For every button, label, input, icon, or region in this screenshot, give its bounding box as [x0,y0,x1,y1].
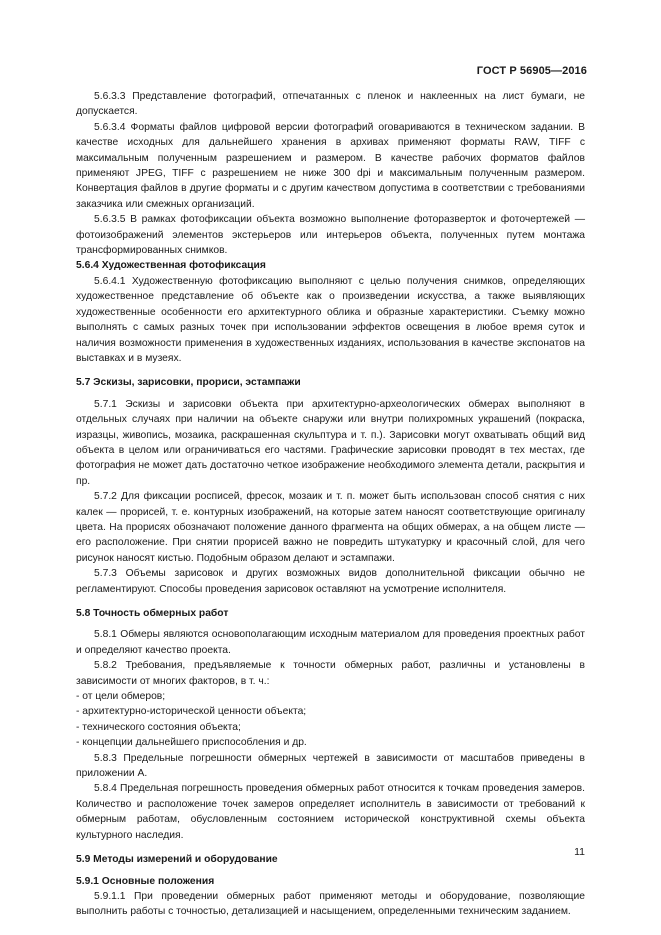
document-standard-id: ГОСТ Р 56905—2016 [476,65,587,77]
list-item: - концепции дальнейшего приспособления и др. [76,737,307,749]
paragraph-5-9-1-1: 5.9.1.1 При проведении обмерных работ применяют методы и оборудование, позволяющие выполнить работы с точностью, детализацией и насыщением, определенными техническим заданием. [76,890,585,918]
heading-5-8: 5.8 Точность обмерных работ [76,608,229,619]
list-item: - от цели обмеров; [76,691,166,703]
paragraph-5-8-3: 5.8.3 Предельные погрешности обмерных чертежей в зависимости от масштабов приведены в приложении А. [76,752,585,780]
heading-5-7: 5.7 Эскизы, зарисовки, прориси, эстампажи [76,377,301,389]
heading-5-9-1: 5.9.1 Основные положения [76,875,215,887]
heading-5-6-4: 5.6.4 Художественная фотофиксация [76,260,266,272]
factors-list [76,689,585,751]
page-number: 11 [574,846,585,858]
paragraph-5-8-4: 5.8.4 Предельная погрешность проведения обмерных работ относится к точкам проведения замеров. Количество и расположение точек замеров определяет исполнитель в зависимости от требований к обмерным работам, обусловленным состоянием исторической конструктивной схемы объекта культурного наследия. [76,783,585,841]
heading-5-9: 5.9 Методы измерений и оборудование [76,854,278,866]
paragraph-5-6-3-5: 5.6.3.5 В рамках фотофиксации объекта возможно выполнение фоторазверток и фоточертежей — фотоизображений элементов экстерьеров или интерьеров объекта, полученных путем монтажа трансформированных снимков. [76,214,585,257]
paragraph-5-7-2: 5.7.2 Для фиксации росписей, фресок, мозаик и т. п. может быть использован способ снятия с них калек — прорисей, т. е. контурных изображений, на которые затем наносят соответствующие оригиналу цвета. На прорисях обозначают положение данного фрагмента на общих обмерах, а на общем листе — его расположение. При снятии прорисей важно не повредить штукатурку и красочный слой, для чего рисунок наносят кистью. Подобным образом делают и эстампажи. [76,491,585,564]
paragraph-5-8-1: 5.8.1 Обмеры являются основополагающим исходным материалом для проведения проектных работ и определяют качество проекта. [76,629,585,656]
list-item: - архитектурно-исторической ценности объекта; [76,706,307,718]
document-body [76,89,585,920]
paragraph-5-8-2: 5.8.2 Требования, предъявляемые к точности обмерных работ, различны и установлены в зависимости от многих факторов, в т. ч.: [76,660,585,687]
paragraph-5-6-3-4: 5.6.3.4 Форматы файлов цифровой версии фотографий оговариваются в техническом задании. В качестве исходных для дальнейшего хранения в архивах применяют форматы RAW, TIFF с максимальным полученным разрешением и размером. В качестве рабочих форматов файлов применяют JPEG, TIFF с разрешением не ниже 300 dpi и максимальным полученным размером. Конвертация файлов в другие форматы и с другим качеством допустима в соответствии с требованиями заказчика или смежных организаций. [76,121,585,210]
list-item: - технического состояния объекта; [76,721,241,733]
paragraph-5-7-1: 5.7.1 Эскизы и зарисовки объекта при архитектурно-археологических обмерах выполняют в отдельных случаях при наличии на объекте снаружи или внутри полихромных украшений (покраска, изразцы, живопись, мозаика, раскрашенная скульптура и т. п.). Зарисовки могут охватывать общий вид объекта в целом или ограничиваться его частями. Графические зарисовки проводят в тех местах, где фотография не может дать достаточно четкое изображение необходимого элемента детали, раскрытия и пр. [76,398,585,487]
paragraph-5-7-3: 5.7.3 Объемы зарисовок и других возможных видов дополнительной фиксации обычно не регламентируют. Способы проведения зарисовок оставляют на усмотрение исполнителя. [76,568,585,595]
paragraph-5-6-4-1: 5.6.4.1 Художественную фотофиксацию выполняют с целью получения снимков, определяющих художественное представление об объекте как о произведении искусства, а также выявляющих художественные особенности его архитектурного облика и образные характеристики. Съемку можно выполнять с самых разных точек при использовании эффектов освещения в любое время суток и наличия возможности применения в художественных изданиях, использования в качестве экспонатов на выставках и в музеях. [76,275,585,364]
paragraph-5-6-3-3: 5.6.3.3 Представление фотографий, отпечатанных с пленок и наклеенных на лист бумаги, не допускается. [76,91,585,118]
